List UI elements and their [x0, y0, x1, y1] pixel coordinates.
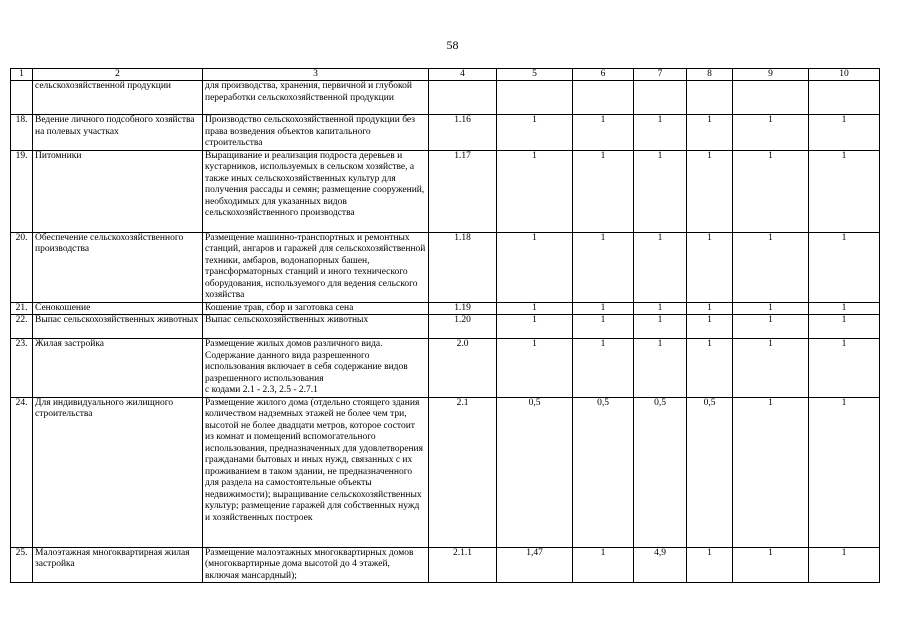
row-number: [11, 81, 33, 115]
cell-value: 1: [809, 115, 880, 151]
cell-value: 1: [809, 302, 880, 315]
column-header: 10: [809, 69, 880, 81]
item-code: [429, 81, 497, 115]
item-code: 1.18: [429, 232, 497, 302]
cell-value: 1: [733, 232, 809, 302]
table-row: [11, 81, 880, 115]
cell-value: [809, 81, 880, 115]
item-name: Для индивидуального жилищного строительства: [33, 397, 203, 547]
cell-value: [573, 81, 634, 115]
item-name: Жилая застройка: [33, 339, 203, 398]
item-code: 2.1: [429, 397, 497, 547]
cell-value: 1,47: [497, 547, 573, 583]
item-code: 1.19: [429, 302, 497, 315]
cell-value: 1: [809, 315, 880, 339]
cell-value: [497, 81, 573, 115]
item-name: Ведение личного подсобного хозяйства на полевых участках: [33, 115, 203, 151]
table-row: [11, 339, 880, 398]
table-row: [11, 302, 880, 315]
table-row: [11, 232, 880, 302]
row-number: 20.: [11, 232, 33, 302]
cell-value: 1: [733, 150, 809, 232]
row-number: 19.: [11, 150, 33, 232]
row-number: 23.: [11, 339, 33, 398]
cell-value: 1: [809, 150, 880, 232]
column-header: 9: [733, 69, 809, 81]
column-header: 2: [33, 69, 203, 81]
cell-value: 1: [809, 232, 880, 302]
item-description: Размещение машинно-транспортных и ремонтных станций, ангаров и гаражей для сельскохозяйственной техники, амбаров, водонапорных башен, трансформаторных станций и иного технического оборудования, используемого для ведения сельского хозяйства: [203, 232, 429, 302]
row-number: 24.: [11, 397, 33, 547]
item-code: 1.16: [429, 115, 497, 151]
cell-value: 1: [687, 547, 733, 583]
item-description: Выпас сельскохозяйственных животных: [203, 315, 429, 339]
row-number: 25.: [11, 547, 33, 583]
cell-value: 1: [573, 150, 634, 232]
column-header: 6: [573, 69, 634, 81]
item-code: 1.20: [429, 315, 497, 339]
cell-value: 4,9: [634, 547, 687, 583]
item-name: Малоэтажная многоквартирная жилая застройка: [33, 547, 203, 583]
cell-value: 1: [497, 315, 573, 339]
table-row: [11, 315, 880, 339]
cell-value: [733, 81, 809, 115]
cell-value: 1: [573, 547, 634, 583]
cell-value: 1: [497, 302, 573, 315]
cell-value: 1: [634, 315, 687, 339]
cell-value: 1: [809, 339, 880, 398]
item-description: Выращивание и реализация подроста деревьев и кустарников, используемых в сельском хозяйстве, а также иных сельскохозяйственных культур для получения рассады и семян; размещение сооружений, необходимых для указанных видов сельскохозяйственного производства: [203, 150, 429, 232]
cell-value: 1: [634, 339, 687, 398]
zoning-table: [10, 68, 880, 583]
cell-value: 1: [733, 339, 809, 398]
item-description: Размещение жилого дома (отдельно стоящего здания количеством надземных этажей не более чем три, высотой не более двадцати метров, которое состоит из комнат и помещений вспомогательного использования, предназначенных для удовлетворения гражданами бытовых и иных нужд, связанных с их проживанием в таком здании, не предназначенного для раздела на самостоятельные объекты недвижимости); выращивание сельскохозяйственных культур; размещение гаражей для собственных нужд и хозяйственных построек: [203, 397, 429, 547]
cell-value: [634, 81, 687, 115]
cell-value: 1: [733, 115, 809, 151]
cell-value: 1: [573, 315, 634, 339]
table-row: [11, 115, 880, 151]
row-number: 18.: [11, 115, 33, 151]
cell-value: 1: [634, 150, 687, 232]
item-name: Питомники: [33, 150, 203, 232]
cell-value: 1: [573, 302, 634, 315]
cell-value: 1: [687, 232, 733, 302]
table-row: [11, 547, 880, 583]
item-description: для производства, хранения, первичной и глубокой переработки сельскохозяйственной продукции: [203, 81, 429, 115]
cell-value: 1: [634, 232, 687, 302]
cell-value: 1: [687, 150, 733, 232]
cell-value: 0,5: [497, 397, 573, 547]
row-number: 21.: [11, 302, 33, 315]
column-header: 4: [429, 69, 497, 81]
cell-value: 1: [687, 339, 733, 398]
column-header: 3: [203, 69, 429, 81]
cell-value: 0,5: [634, 397, 687, 547]
item-description: Размещение малоэтажных многоквартирных домов (многоквартирные дома высотой до 4 этажей, включая мансардный);: [203, 547, 429, 583]
item-code: 2.1.1: [429, 547, 497, 583]
cell-value: 1: [733, 547, 809, 583]
item-name: Обеспечение сельскохозяйственного производства: [33, 232, 203, 302]
cell-value: 0,5: [687, 397, 733, 547]
cell-value: 1: [573, 232, 634, 302]
cell-value: 1: [497, 339, 573, 398]
table-row: [11, 150, 880, 232]
cell-value: 1: [687, 302, 733, 315]
column-header: 1: [11, 69, 33, 81]
item-code: 2.0: [429, 339, 497, 398]
cell-value: [687, 81, 733, 115]
item-description: Производство сельскохозяйственной продукции без права возведения объектов капитального строительства: [203, 115, 429, 151]
cell-value: 1: [733, 302, 809, 315]
cell-value: 1: [634, 302, 687, 315]
item-description: Кошение трав, сбор и заготовка сена: [203, 302, 429, 315]
cell-value: 1: [687, 115, 733, 151]
cell-value: 1: [573, 115, 634, 151]
cell-value: 1: [497, 150, 573, 232]
item-name: Выпас сельскохозяйственных животных: [33, 315, 203, 339]
cell-value: 1: [809, 547, 880, 583]
table-row: [11, 397, 880, 547]
cell-value: 1: [497, 115, 573, 151]
item-name: сельскохозяйственной продукции: [33, 81, 203, 115]
cell-value: 1: [733, 315, 809, 339]
cell-value: 0,5: [573, 397, 634, 547]
row-number: 22.: [11, 315, 33, 339]
cell-value: 1: [733, 397, 809, 547]
column-header: 7: [634, 69, 687, 81]
cell-value: 1: [687, 315, 733, 339]
item-name: Сенокошение: [33, 302, 203, 315]
column-header: 8: [687, 69, 733, 81]
cell-value: 1: [634, 115, 687, 151]
cell-value: 1: [573, 339, 634, 398]
cell-value: 1: [809, 397, 880, 547]
page-number: 58: [446, 38, 459, 52]
column-header: 5: [497, 69, 573, 81]
item-description: Размещение жилых домов различного вида. Содержание данного вида разрешенного использования включает в себя содержание видов разрешенного использования с кодами 2.1 - 2.3, 2.5 - 2.7.1: [203, 339, 429, 398]
cell-value: 1: [497, 232, 573, 302]
item-code: 1.17: [429, 150, 497, 232]
header-row: [11, 69, 880, 81]
